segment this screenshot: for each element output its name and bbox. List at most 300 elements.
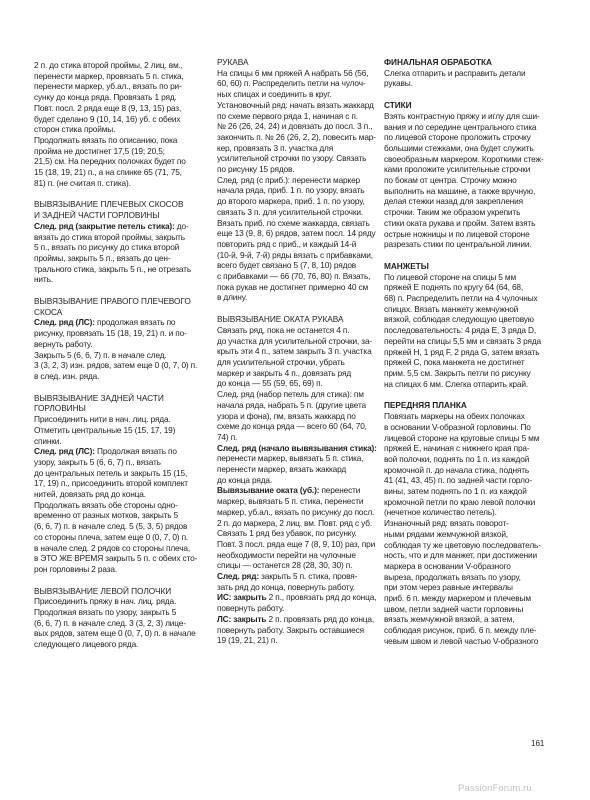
line-text: по рисунку 15 рядов. [217,164,295,175]
line-text: начала ряда, приб. 1 п. по узору, вязать [217,185,365,196]
line-text: вания и по середине центрального стика [384,121,537,132]
text-line [34,628,202,639]
bold-lead: След. ряд (закрытие петель стика): [34,220,175,231]
text-line [34,317,202,328]
line-text: маркер, уб.ал., вязать по рисунку до посл. [217,506,375,517]
text-line [217,378,377,389]
section-shoulder-neck [34,199,202,285]
text-line [217,400,377,411]
site-watermark: PassionForum.ru [458,783,532,794]
line-text: 2 п., провязать ряд до конца, [266,592,377,603]
text-line [34,436,202,447]
text-line [384,336,556,347]
text-line [384,454,556,465]
text-line [34,468,202,479]
line-text: повернуть работу. Закрыть оставшиеся [217,624,364,635]
text-line [34,478,202,489]
line-text: временно от разных мотков, закрыть 5 [34,510,179,521]
line-text: Продолжать вязать обе стороны одно- [34,499,178,510]
text-line [384,593,556,604]
line-text: проймы, закрыть 5 п., вязать до цен- [34,252,171,263]
text-line [384,111,556,122]
line-text: лицевой стороне на круговые спицы 5 мм [384,432,540,443]
text-line [384,582,556,593]
line-text: рукавы. [384,78,413,89]
text-line [34,543,202,554]
text-line [217,78,377,89]
line-text: со стороны плеча, затем еще 0 (0, 7, 0) п. [34,531,189,542]
text-line [34,371,202,382]
section-title: ФИНАЛЬНАЯ ОБРАБОТКА [384,57,492,67]
text-line [217,443,377,454]
line-text: Продолжая вязать по [94,446,177,457]
line-text: Взять контрастную пряжу и иглу для сши- [384,110,540,121]
line-text: вязать жемчужной вязкой, а затем, [384,614,515,625]
line-text: закончить п. № 26 (26, 2, 2), повесить мар- [217,131,376,142]
text-line [384,411,556,422]
line-text: вины, затем поднять по 1 п. из каждой [384,486,527,497]
line-text: прим. 5,5 см. Закрыть петли по рисунку [384,367,531,378]
text-line [34,360,202,371]
text-line [384,132,556,143]
line-text: закрыть 5 п. стика, провя- [258,571,358,582]
text-line [217,175,377,186]
text-line [217,389,377,400]
text-line [217,560,377,571]
line-text: Слегка отпарить и расправить детали [384,67,526,78]
line-text: при этом через равные интервалы [384,582,513,593]
bold-lead: След. ряд: [217,571,259,582]
section-back-neck [34,393,202,575]
text-line [384,164,556,175]
text-line [384,636,556,647]
line-text: кер, провязать 3 п. участка для [217,142,334,153]
line-text: повторить ряд с приб., и каждый 14-й [217,238,357,249]
line-text: 2 п. до маркера, 2 лиц. вм. Повт. ряд с уб. [217,517,373,528]
text-line [217,143,377,154]
text-line [34,242,202,253]
section-title: ВЫВЯЗЫВАНИЕ ОКАТА РУКАВА [217,314,344,325]
text-line [384,540,556,551]
text-line [384,368,556,379]
line-text: 41 (41, 43, 45) п. по задней части горло- [384,475,532,486]
line-text: 5 п., вязать по рисунку до стика второй [34,242,180,253]
text-line [217,164,377,175]
text-line [217,89,377,100]
text-line: 81) п. (не считая п. стика). [34,177,131,188]
text-line [384,518,556,529]
text-line [384,465,556,476]
text-line [217,582,377,593]
line-text: чевым швом и левой частью V-образного [384,635,539,646]
section-sleeves [217,57,377,303]
line-text: кромочной петли по краю левой полочки [384,496,536,507]
text-line [34,232,202,243]
line-text: связать 3 п. для усилительной строчки. [217,206,363,217]
text-line [384,122,556,133]
text-line [217,111,377,122]
line-text: ность, что и для манжет, при достижении [384,550,537,561]
text-line [384,347,556,358]
text-line [217,475,377,486]
text-line [217,507,377,518]
line-text: своеобразным маркером. Короткими стеж- [384,153,544,164]
text-line: 2 п. до стика второй проймы, 2 лиц. вм., [34,60,183,70]
line-text: на спицах 6 мм. Слегка отпарить край. [384,378,529,389]
text-line [217,260,377,271]
text-line [217,518,377,529]
line-text: пряжей H, 1 ряд F, 2 ряда G, затем вязать [384,346,540,357]
bold-lead: След. ряд (ЛС): [34,317,95,328]
line-text: вязать до стика второй проймы, закрыть [34,231,185,242]
section-title: ВЫВЯЗЫВАНИЕ ПРАВОГО ПЛЕЧЕВОГО [34,296,191,307]
bold-lead: Вывязывание оката (уб.): [217,485,320,496]
line-text: в след. изн. ряда. [34,370,100,381]
text-line [384,604,556,615]
line-text: спицах. Вязать манжету жемчужной [384,303,519,314]
text-line [384,497,556,508]
text-line [384,218,556,229]
line-text: Повт. 3 посл. ряда еще 7 (8, 9, 10) раз, при [217,538,376,549]
text-line [217,539,377,550]
text-line [217,100,377,111]
text-line [384,68,556,79]
line-text: в начале след. 2 рядов со стороны плеча, [34,542,191,553]
line-text: (нечетное количество петель). [384,507,497,518]
text-line [384,475,556,486]
text-line [217,346,377,357]
line-text: рон горловины 2 раза. [34,563,117,574]
line-text: всего будет связано 5 (7, 8, 10) рядов [217,260,357,271]
text-line [217,325,377,336]
text-line [384,154,556,165]
line-text: в длину. [217,292,248,303]
section-title: СКОСА [34,306,63,317]
text-line [217,592,377,603]
line-text: ками проложите усилительные строчки [384,164,531,175]
section-title: ВЫВЯЗЫВАНИЕ ЛЕВОЙ ПОЛОЧКИ [34,585,172,596]
line-text: выреза, продолжать вязать по узору, [384,571,521,582]
line-text: последовательность: 4 ряда E, 3 ряда D, [384,325,536,336]
text-line [34,253,202,264]
line-text: След. ряд (набор петель для стика): пм [217,389,364,400]
section-finishing [384,57,556,89]
text-line [384,550,556,561]
text-line [34,510,202,521]
line-text: до конца ряда. [217,474,273,485]
text-line [34,553,202,564]
line-text: Изнаночный ряд: вязать поворот- [384,518,509,529]
line-text: до второго маркера, приб. 1 п. по узору, [217,196,365,207]
text-line [217,496,377,507]
section-steeks [384,100,556,250]
line-text: следующего лицевого ряда. [34,639,139,650]
line-text: повернуть работу. [217,603,285,614]
line-text: вой полочки, поднять по 1 п. из каждой [384,453,530,464]
line-text: острые ножницы и по лицевой стороне [384,228,530,239]
text-line [217,432,377,443]
line-text: Присоединить пряжу в нач. лиц. ряда. [34,596,177,607]
line-text: пряжей E поднять по кругу 64 (64, 68, [384,282,524,293]
text-line: сунку до конца ряда. Провязать 1 ряд. [34,92,177,103]
line-text: с прибавками — 66 (70, 76, 80) п. Вязать, [217,271,371,282]
line-text: 2 п. провязать ряд до конца, [266,613,375,624]
section-right-shoulder [34,296,202,382]
bold-lead: След. ряд (начало вывязывания стика): [217,442,377,453]
text-line [217,625,377,636]
line-text: большими стежками, она будет служить [384,142,534,153]
text-line [34,618,202,629]
text-line [384,293,556,304]
text-line: сторон стика проймы. [34,124,116,135]
text-line [384,357,556,368]
text-line [217,464,377,475]
line-text: ными рядами жемчужной вязкой, [384,528,508,539]
line-text: нитей, довязать ряд до конца. [34,489,146,500]
line-text: выполнить на машине, а также вручную, [384,185,536,196]
line-text: вязкой, соблюдая следующую цветовую [384,314,534,325]
section-sleeve-cap [217,314,377,646]
text-line [217,550,377,561]
line-text: строчки. Таким же образом укрепить [384,207,521,218]
line-text: перенести маркер, вязать жаккард [217,464,347,475]
section-title: ПЕРЕДНЯЯ ПЛАНКА [384,400,467,411]
text-line [217,196,377,207]
text-line [217,153,377,164]
column-right [384,57,556,647]
text-line [384,304,556,315]
text-line [384,443,556,454]
text-line: Повт. посл. 2 ряда еще 8 (9, 13, 15) раз, [34,102,182,113]
line-text: пока рукав не достигнет примерно 40 см [217,281,369,292]
line-text: разрезать стики по центральной линии. [384,239,532,250]
line-text: 60, 60) п. Распределить петли на чулоч- [217,78,366,89]
section-title: СТИКИ [384,100,412,111]
text-line [34,274,202,285]
line-text: маркера в основании V-образного [384,560,511,571]
line-text: до- [174,220,189,231]
line-text: пряжей E, начиная с нижнего края пра- [384,443,530,454]
text-line [384,196,556,207]
line-text: по схеме первого ряда 1, начиная с п. [217,110,358,121]
line-text: маркер, вывязать 5 п. стика, перенести [217,496,364,507]
section-left-front [34,586,202,650]
intro-text [34,60,202,188]
line-text: до конца — 55 (59, 65, 69) п. [217,378,323,389]
text-line [34,564,202,575]
line-text: По лицевой стороне на спицы 5 мм [384,271,517,282]
text-line [34,607,202,618]
text-line [217,411,377,422]
text-line [34,328,202,339]
text-line [217,121,377,132]
text-line [217,603,377,614]
text-line [217,207,377,218]
text-line: Продолжать вязать по описанию, пока [34,134,178,145]
text-line [34,264,202,275]
text-line [384,325,556,336]
line-text: 68) п. Распределить петли на 4 чулочных [384,293,538,304]
line-text: зать ряд до конца, повернуть работу. [217,581,355,592]
section-front-band [384,400,556,646]
text-line [34,446,202,457]
line-text: соблюдая рисунок, приб. 6 п. между пле- [384,625,537,636]
text-line [34,596,202,607]
line-text: пряжей C, пока манжета не достигнет [384,357,525,368]
line-text: по лицевой стороне проложить строчку [384,132,531,143]
text-line [217,271,377,282]
text-line [34,521,202,532]
line-text: вернуть работу. [34,338,93,349]
text-line [384,175,556,186]
line-text: делая стежки назад для закрепления [384,196,523,207]
text-line [384,433,556,444]
line-text: 19 (19, 21, 21) п. [217,635,278,646]
line-text: крыть эти 4 п., затем закрыть 3 п. участка [217,346,372,357]
page-number: 161 [531,739,545,748]
line-text: вых рядов, затем еще 0 (0, 7, 0) п. в начале [34,628,196,639]
line-text: в ЭТО ЖЕ ВРЕМЯ закрыть 5 п. с обеих сто- [34,553,198,564]
text-line [217,528,377,539]
line-text: перенести [319,485,361,496]
text-line [217,282,377,293]
line-text: 3 (3, 2, 3) изн. рядов, затем еще 0 (0, 7, 0) п. [34,360,198,371]
text-line [217,453,377,464]
text-line: перенести маркер, провязать 5 п. стика, [34,70,184,81]
text-line: будет сделано 9 (10, 14, 16) уб. с обеих [34,113,181,124]
text-line [384,572,556,583]
text-line [34,339,202,350]
text-line [217,68,377,79]
line-text: Повязать маркеры на обеих полочках [384,411,525,422]
column-left [34,60,202,650]
text-line [217,132,377,143]
line-text: необходимости перейти на чулочные [217,549,356,560]
text-line [384,561,556,572]
text-line: 15 (18, 19, 21) п., а на спинке 65 (71, 75, [34,167,182,178]
text-line [217,239,377,250]
text-line [384,314,556,325]
text-line [217,614,377,625]
text-line [217,571,377,582]
bold-lead: ЛС: закрыть [217,613,267,624]
line-text: до участка для усилительной строчки, за- [217,335,373,346]
text-line [217,228,377,239]
line-text: Связать 1 ряд без убавок, по рисунку. [217,528,357,539]
section-title: МАНЖЕТЫ [384,260,429,271]
section-title: ВЫВЯЗЫВАНИЕ ПЛЕЧЕВЫХ СКОСОВ [34,199,184,210]
line-text: усилительной строчки по узору. Связать [217,153,367,164]
line-text: кромочной п. до начала стика, поднять [384,464,530,475]
line-text: начала ряда, набрать 5 п. (другие цвета [217,399,366,410]
text-line: перенести маркер, уб.ал., вязать по ри- [34,81,182,92]
section-title: РУКАВА [217,57,249,67]
text-line [34,532,202,543]
bold-lead: ИС: закрыть [217,592,267,603]
text-line [217,336,377,347]
text-line [384,143,556,154]
text-line [384,614,556,625]
text-line [34,414,202,425]
text-line: пройма не достигнет 17,5 (19; 20,5; [34,145,165,156]
text-line [34,639,202,650]
line-text: соблюдая ту же цветовую последователь- [384,539,541,550]
text-line [34,489,202,500]
text-line [34,350,202,361]
section-title: И ЗАДНЕЙ ЧАСТИ ГОРЛОВИНЫ [34,210,160,221]
line-text: по бокам от центра. Строчку можно [384,175,517,186]
line-text: спинки. [34,435,62,446]
line-text: схеме до конца ряда — всего 60 (64, 70, [217,421,367,432]
line-text: нить. [34,274,53,285]
text-line [384,186,556,197]
text-line [384,625,556,636]
line-text: Продолжая вязать по узору, закрыть 5 [34,607,177,618]
text-line [384,529,556,540]
line-text: стики оката рукава и пройм. Затем взять [384,217,536,228]
text-line [384,379,556,390]
line-text: (6, 6, 7) п. в начале след. 3 (3, 2, 3) лице- [34,617,186,628]
line-text: узора и фона), пм, вязать жаккард по [217,410,356,421]
section-cuffs [384,261,556,389]
section-title: ГОРЛОВИНЫ [34,403,86,414]
section-title: ВЫВЯЗЫВАНИЕ ЗАДНЕЙ ЧАСТИ [34,392,164,403]
line-text: продолжая вязать по [94,317,176,328]
text-line: 21,5) см. На передних полочках будет по [34,156,186,167]
text-line [217,218,377,229]
line-text: приб. 6 п. между маркером и плечевым [384,593,531,604]
line-text: рисунку, провязать 15 (18, 19, 21) п. и по- [34,328,187,339]
text-line [384,507,556,518]
line-text: Установочный ряд: начать вязать жаккард [217,99,374,110]
line-text: Отметить центральные 15 (15, 17, 19) [34,424,176,435]
line-text: швом, петли задней части горловины [384,603,524,614]
text-line [217,368,377,379]
text-line [217,635,377,646]
text-line [217,357,377,368]
line-text: 17, 19) п., присоединить второй комплект [34,478,188,489]
text-line [217,292,377,303]
line-text: № 26 (26, 24, 24) и довязать до посл. 3 п., [217,121,373,132]
line-text: перенести маркер, вывязать 5 п. стика, [217,453,364,464]
text-line [217,250,377,261]
bold-lead: След. ряд (ЛС): [34,446,95,457]
line-text: ных спицах и соединить в круг. [217,89,332,100]
text-line [34,457,202,468]
text-line [384,239,556,250]
text-line [217,485,377,496]
column-middle [217,57,377,646]
text-line [384,272,556,283]
line-text: Закрыть 5 (6, 6, 7) п. в начале след. [34,349,167,360]
line-text: спицы — останется 28 (28, 30, 30) п. [217,560,353,571]
line-text: до центральных петель и закрыть 15 (15, [34,467,188,478]
line-text: перейти на спицы 5,5 мм и связать 3 ряда [384,335,542,346]
text-line [384,229,556,240]
line-text: 74) п. [217,431,238,442]
line-text: Присоединить нити в нач. лиц. ряда. [34,414,171,425]
text-line [384,78,556,89]
line-text: Связать ряд, пока не останется 4 п. [217,324,350,335]
line-text: маркер и закрыть 4 п., довязать ряд [217,367,352,378]
line-text: (10-й, 9-й, 7-й) ряды вязать с прибавками, [217,249,373,260]
text-line [384,486,556,497]
text-line [217,421,377,432]
text-line [34,500,202,511]
line-text: еще 13 (9, 8, 6) рядов, затем посл. 14 ряду [217,228,376,239]
text-line [384,422,556,433]
line-text: (6, 6, 7) п. в начале след. 5 (5, 3, 5) рядов [34,521,188,532]
